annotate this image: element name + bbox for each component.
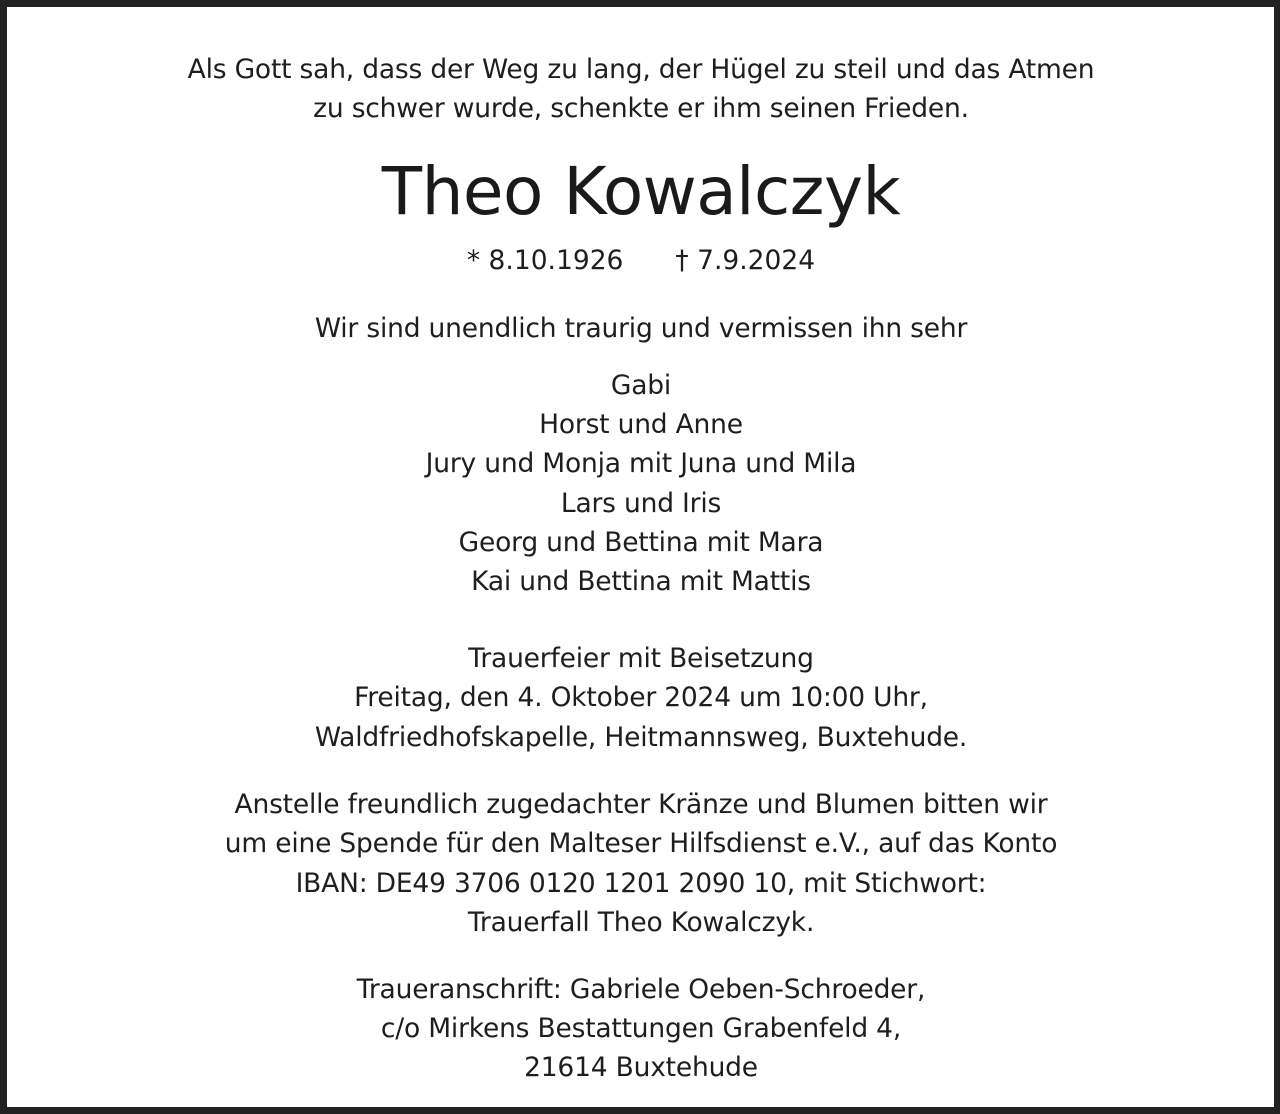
quote-line-2: zu schwer wurde, schenkte er ihm seinen Frieden.	[313, 93, 969, 124]
donation-line-1: Anstelle freundlich zugedachter Kränze und Blumen bitten wir	[234, 789, 1048, 820]
life-dates	[7, 241, 1275, 280]
mourner-1: Gabi	[610, 370, 672, 401]
mourning-message: Wir sind unendlich traurig und vermissen ihn sehr	[314, 313, 968, 344]
mourner-6: Kai und Bettina mit Mattis	[471, 566, 811, 597]
birth-date: * 8.10.1926	[466, 245, 624, 276]
quote-line-1: Als Gott sah, dass der Weg zu lang, der Hügel zu steil und das Atmen	[187, 54, 1095, 85]
address-line-3: 21614 Buxtehude	[524, 1052, 758, 1083]
mourner-3: Jury und Monja mit Juna und Mila	[425, 448, 857, 479]
death-date: † 7.9.2024	[675, 245, 816, 276]
address-line-2: c/o Mirkens Bestattungen Grabenfeld 4,	[380, 1013, 902, 1044]
donation-line-3: IBAN: DE49 3706 0120 1201 2090 10, mit Stichwort:	[295, 868, 987, 899]
address-line-1: Traueranschrift: Gabriele Oeben-Schroeder,	[356, 974, 926, 1005]
mourner-2: Horst und Anne	[539, 409, 743, 440]
donation-line-4: Trauerfall Theo Kowalczyk.	[467, 907, 815, 938]
ceremony-line-1: Trauerfeier mit Beisetzung	[468, 643, 814, 674]
mourner-4: Lars und Iris	[560, 488, 722, 519]
ceremony-line-2: Freitag, den 4. Oktober 2024 um 10:00 Uhr,	[354, 682, 928, 713]
donation-line-2: um eine Spende für den Malteser Hilfsdienst e.V., auf das Konto	[224, 828, 1058, 859]
ceremony-line-3: Waldfriedhofskapelle, Heitmannsweg, Buxtehude.	[314, 722, 968, 753]
mourner-5: Georg und Bettina mit Mara	[458, 527, 824, 558]
deceased-name: Theo Kowalczyk	[381, 153, 901, 230]
